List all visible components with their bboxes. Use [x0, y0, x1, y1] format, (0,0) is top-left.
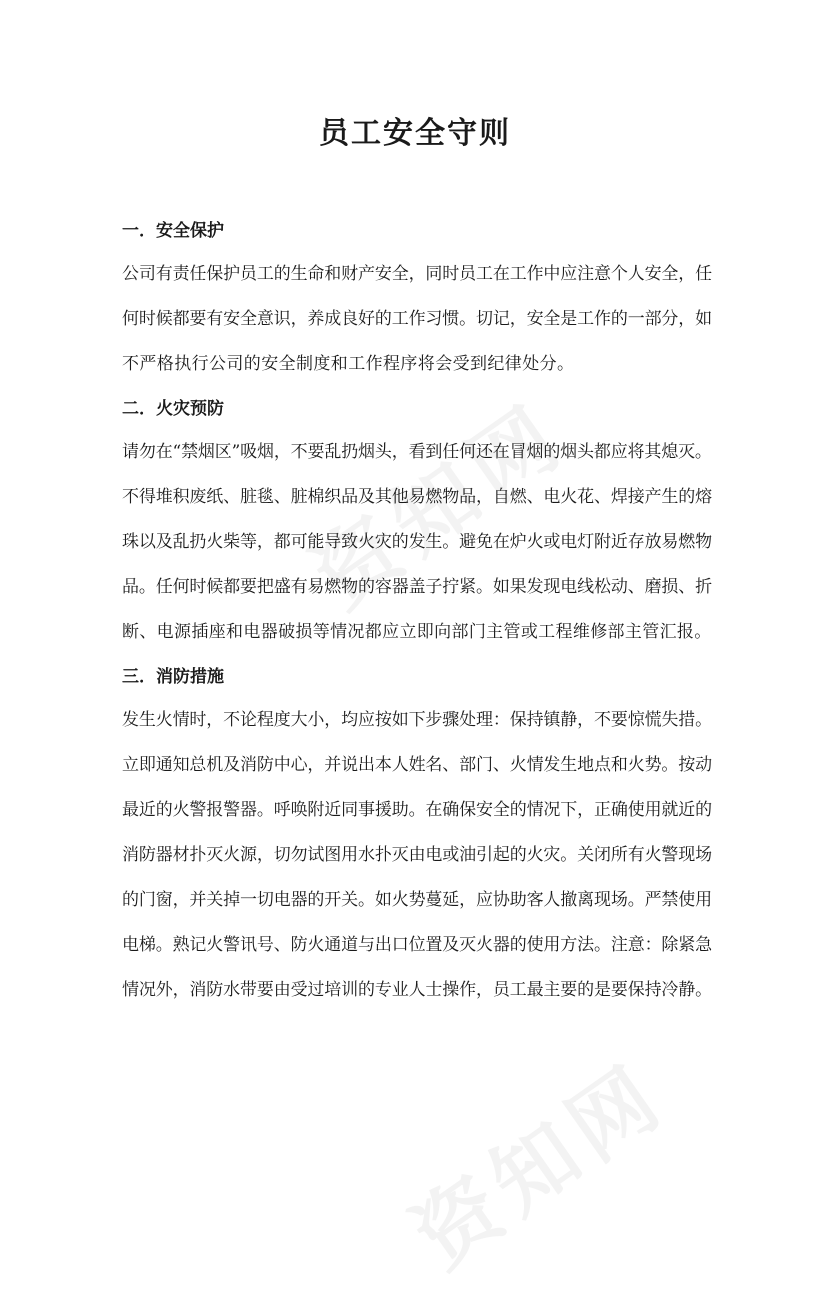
section-heading-fire-prevention: 二．火灾预防: [122, 399, 224, 419]
paragraph-line: 情况外，消防水带要由受过培训的专业人士操作，员工最主要的是要保持冷静。: [122, 980, 712, 1000]
paragraph-line: 电梯。熟记火警讯号、防火通道与出口位置及灭火器的使用方法。注意：除紧急: [122, 935, 712, 955]
paragraph-line: 立即通知总机及消防中心，并说出本人姓名、部门、火情发生地点和火势。按动: [122, 755, 712, 775]
paragraph-line: 最近的火警报警器。呼唤附近同事援助。在确保安全的情况下，正确使用就近的: [122, 800, 712, 820]
paragraph-line: 何时候都要有安全意识，养成良好的工作习惯。切记，安全是工作的一部分，如: [122, 309, 712, 329]
paragraph-line: 不严格执行公司的安全制度和工作程序将会受到纪律处分。: [122, 354, 575, 374]
paragraph-line: 断、电源插座和电器破损等情况都应立即向部门主管或工程维修部主管汇报。: [122, 622, 712, 642]
section-heading-safety: 一．安全保护: [122, 221, 224, 241]
paragraph-line: 消防器材扑灭火源，切勿试图用水扑灭由电或油引起的火灾。关闭所有火警现场: [122, 845, 712, 865]
paragraph-line: 的门窗，并关掉一切电器的开关。如火势蔓延，应协助客人撤离现场。严禁使用: [122, 890, 712, 910]
paragraph-line: 请勿在“禁烟区”吸烟，不要乱扔烟头，看到任何还在冒烟的烟头都应将其熄灭。: [122, 442, 712, 462]
paragraph-line: 不得堆积废纸、脏毯、脏棉织品及其他易燃物品，自燃、电火花、焊接产生的熔: [122, 487, 712, 507]
paragraph-line: 发生火情时，不论程度大小，均应按如下步骤处理：保持镇静，不要惊慌失措。: [122, 710, 712, 730]
document-title: 员工安全守则: [319, 116, 511, 151]
paragraph-line: 品。任何时候都要把盛有易燃物的容器盖子拧紧。如果发现电线松动、磨损、折: [122, 577, 712, 597]
section-heading-fire-measures: 三．消防措施: [122, 667, 224, 687]
paragraph-line: 公司有责任保护员工的生命和财产安全，同时员工在工作中应注意个人安全，任: [122, 264, 712, 284]
watermark-bottom: [386, 1030, 686, 1291]
paragraph-line: 珠以及乱扔火柴等，都可能导致火灾的发生。避免在炉火或电灯附近存放易燃物: [122, 532, 712, 552]
